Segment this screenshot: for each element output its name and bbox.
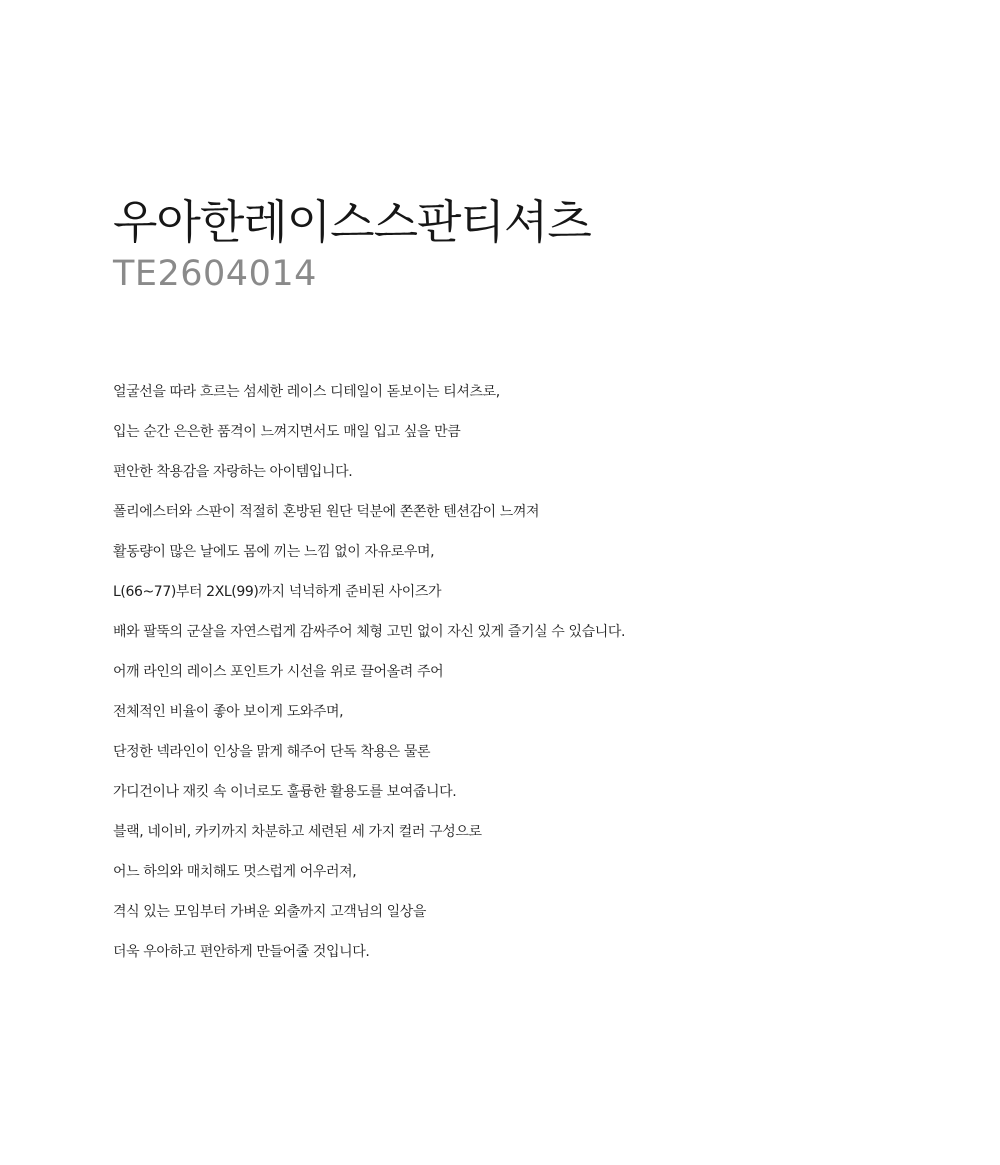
description-line: 편안한 착용감을 자랑하는 아이템입니다. (113, 464, 353, 480)
description-line: 어깨 라인의 레이스 포인트가 시선을 위로 끌어올려 주어 (113, 664, 444, 680)
description-line: 활동량이 많은 날에도 몸에 끼는 느낌 없이 자유로우며, (113, 544, 435, 560)
description-line: 배와 팔뚝의 군살을 자연스럽게 감싸주어 체형 고민 없이 자신 있게 즐기실 수 있습니다. (113, 624, 625, 640)
description-line: 단정한 넥라인이 인상을 맑게 해주어 단독 착용은 물론 (113, 744, 431, 760)
description-line: L(66~77)부터 2XL(99)까지 넉넉하게 준비된 사이즈가 (113, 584, 442, 600)
product-description (113, 372, 993, 972)
product-title: 우아한레이스스판티셔츠 (113, 195, 591, 249)
description-line: 더욱 우아하고 편안하게 만들어줄 것입니다. (113, 944, 370, 960)
description-line: 격식 있는 모임부터 가벼운 외출까지 고객님의 일상을 (113, 904, 427, 920)
description-line: 폴리에스터와 스판이 적절히 혼방된 원단 덕분에 쫀쫀한 텐션감이 느껴져 (113, 504, 540, 520)
description-line: 얼굴선을 따라 흐르는 섬세한 레이스 디테일이 돋보이는 티셔츠로, (113, 384, 500, 400)
description-line: 가디건이나 재킷 속 이너로도 훌륭한 활용도를 보여줍니다. (113, 784, 457, 800)
product-header (113, 192, 591, 296)
description-line: 입는 순간 은은한 품격이 느껴지면서도 매일 입고 싶을 만큼 (113, 424, 461, 440)
description-line: 전체적인 비율이 좋아 보이게 도와주며, (113, 704, 344, 720)
description-line: 어느 하의와 매치해도 멋스럽게 어우러져, (113, 864, 357, 880)
description-line: 블랙, 네이비, 카키까지 차분하고 세련된 세 가지 컬러 구성으로 (113, 824, 482, 840)
product-code: TE2604014 (113, 254, 317, 294)
